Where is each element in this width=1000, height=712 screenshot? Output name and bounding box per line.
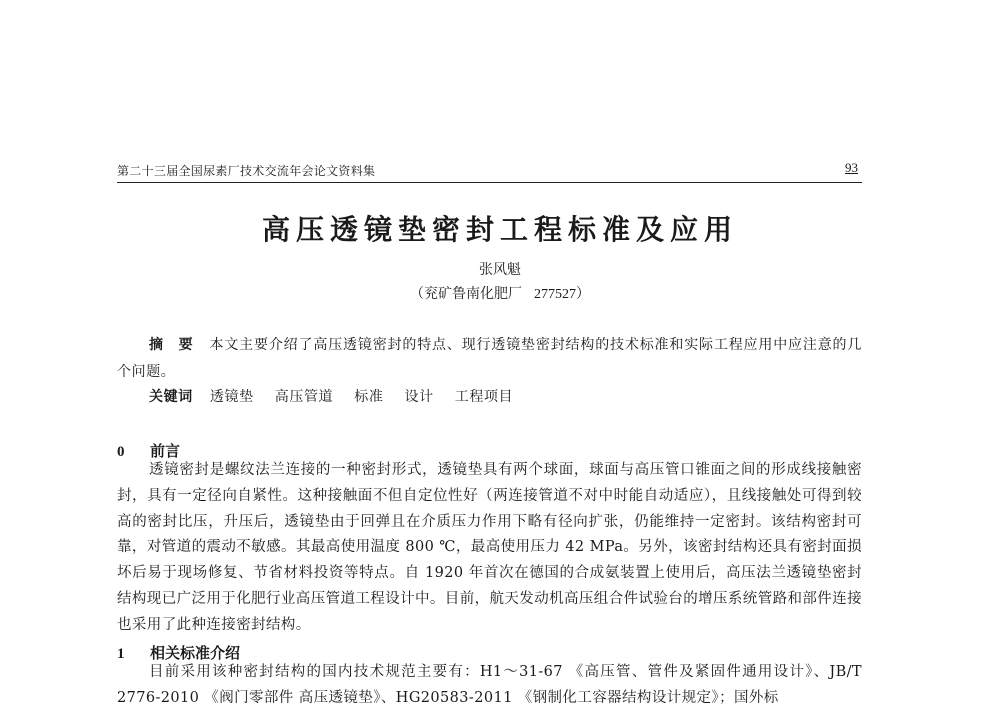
author-name: 张风魁	[479, 262, 521, 278]
abstract-text: 本文主要介绍了高压透镜密封的特点、现行透镜垫密封结构的技术标准和实际工程应用中应注意的几个问题。	[117, 337, 862, 380]
section-title: 前言	[150, 442, 181, 460]
author-affiliation	[0, 283, 1000, 303]
keyword: 高压管道	[274, 389, 334, 405]
keywords	[149, 386, 529, 406]
running-header	[117, 160, 862, 183]
keyword: 设计	[404, 389, 434, 405]
page-number: 93	[845, 160, 858, 175]
keyword: 标准	[354, 389, 384, 405]
section-body-introduction: 透镜密封是螺纹法兰连接的一种密封形式，透镜垫具有两个球面，球面与高压管口锥面之间的形成线接触密封，具有一定径向自紧性。这种接触面不但自定位性好（两连接管道不对中时能自动适应），且线接触处可得到较高的密封比压，升压后，透镜垫由于回弹且在介质压力作用下略有径向扩张，仍能维持一定密封。该结构密封可靠，对管道的震动不敏感。其最高使用温度 800 ℃，最高使用压力 42 MPa。另外，该密封结构还具有密封面损坏后易于现场修复、节省材料投资等特点。自 1920 年首次在德国的合成氨装置上使用后，高压法兰透镜垫密封结构现已广泛用于化肥行业高压管道工程设计中。目前，航天发动机高压组合件试验台的增压系统管路和部件连接也采用了此种连接密封结构。	[117, 462, 862, 633]
paper-title: 高压透镜垫密封工程标准及应用	[261, 213, 738, 246]
section-title: 相关标准介绍	[150, 644, 241, 662]
keywords-label: 关键词	[149, 389, 193, 405]
affiliation-name: （兖矿鲁南化肥厂	[410, 286, 522, 302]
section-number: 0	[117, 444, 125, 460]
running-title: 第二十三届全国尿素厂技术交流年会论文资料集	[117, 164, 376, 178]
section-body-standards: 目前采用该种密封结构的国内技术规范主要有：H1～31-67 《高压管、管件及紧固件通用设计》、JB/T 2776-2010 《阀门零部件 高压透镜垫》、HG20583-2011 《钢制化工容器结构设计规定》；国外标	[117, 664, 862, 706]
abstract-label: 摘 要	[149, 337, 194, 353]
keyword: 透镜垫	[209, 389, 254, 405]
keyword: 工程项目	[454, 389, 514, 405]
abstract	[117, 332, 862, 386]
section-number: 1	[117, 646, 125, 662]
affiliation-postcode: 277527）	[534, 287, 590, 302]
